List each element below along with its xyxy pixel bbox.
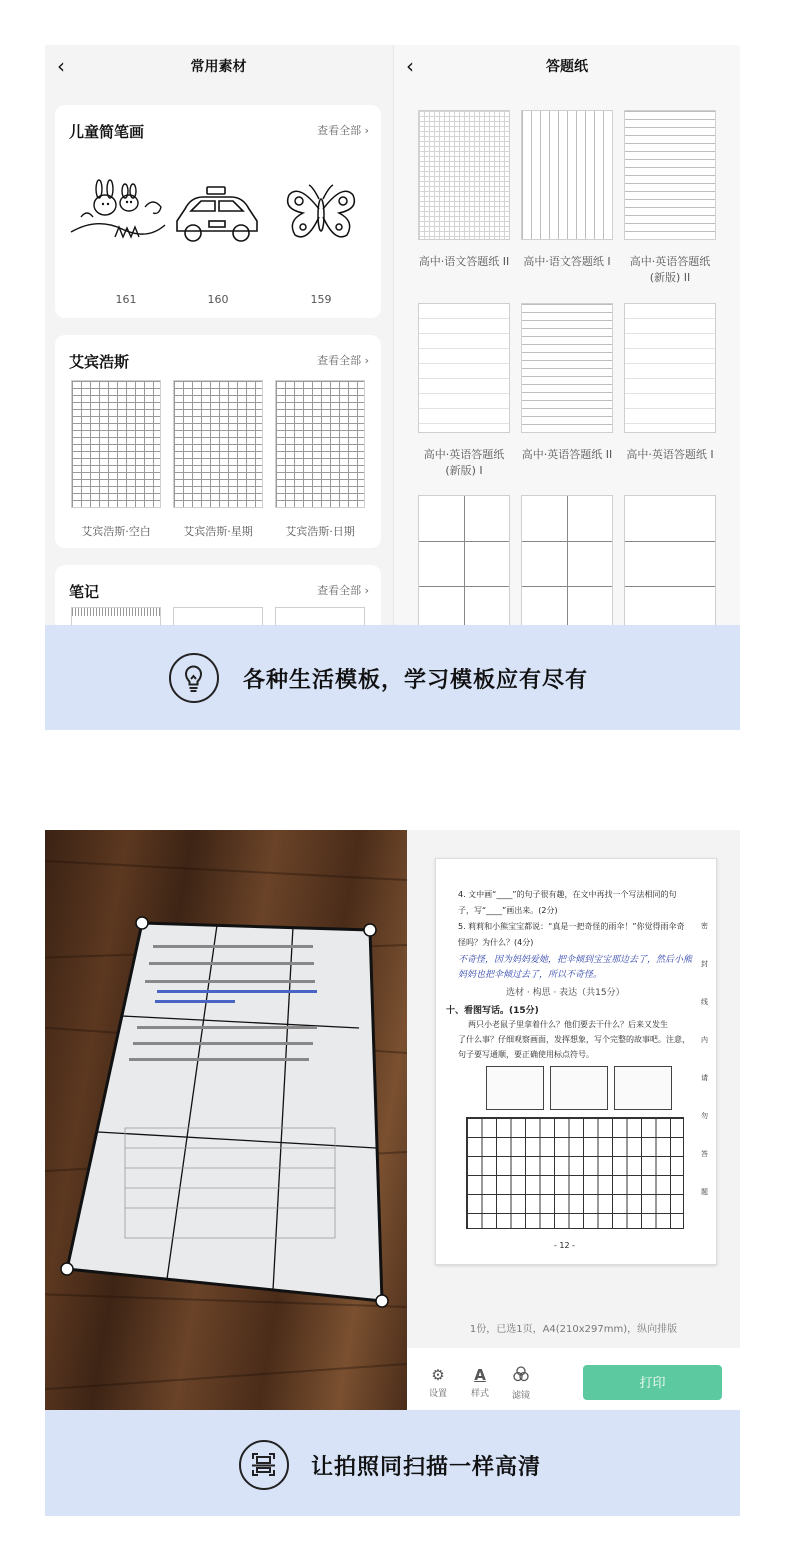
text-style-icon: A	[474, 1366, 486, 1384]
notes-thumb[interactable]	[173, 607, 263, 625]
camera-photo	[45, 830, 407, 1410]
answer-sheet-thumb[interactable]	[418, 495, 510, 625]
crop-handle	[61, 1263, 73, 1275]
gear-icon: ⚙	[431, 1366, 445, 1384]
margin-text: 答	[701, 1150, 708, 1158]
margin-text: 密	[701, 922, 708, 930]
margin-text: 线	[701, 998, 708, 1006]
handwritten-answer: 妈妈也把伞倾过去了，所以不奇怪。	[458, 970, 603, 980]
tool-label: 滤镜	[511, 1391, 530, 1401]
page-title: 常用素材	[190, 59, 247, 75]
style-button[interactable]	[465, 1366, 495, 1399]
answer-sheet-thumb[interactable]	[624, 495, 716, 625]
card-ebbinghaus	[55, 335, 381, 548]
card-title: 儿童简笔画	[69, 123, 145, 141]
feature-banner	[45, 1410, 740, 1516]
answer-sheet-thumb[interactable]	[521, 110, 613, 240]
item-caption: 高中·英语答题纸 I	[626, 448, 714, 461]
tool-label: 设置	[428, 1389, 447, 1399]
taxi-drawing-icon[interactable]	[171, 183, 263, 245]
tool-label: 样式	[470, 1389, 489, 1399]
feature-banner	[45, 625, 740, 730]
answer-sheet-thumb[interactable]	[624, 110, 716, 240]
comic-panel	[550, 1066, 608, 1110]
rabbit-drawing-icon[interactable]	[67, 177, 167, 249]
print-preview-screen	[407, 830, 740, 1410]
comic-panel	[614, 1066, 672, 1110]
item-caption: 艾宾浩斯·日期	[285, 525, 355, 538]
filter-button[interactable]	[506, 1366, 536, 1401]
settings-button[interactable]	[423, 1366, 453, 1399]
answer-sheet-thumb[interactable]	[521, 495, 613, 625]
handwritten-answer: 不奇怪，因为妈妈爱她，把伞倾到宝宝那边去了，然后小熊	[458, 955, 693, 965]
margin-text: 封	[701, 960, 708, 968]
answer-sheet-screen	[393, 45, 740, 625]
item-caption: 160	[207, 293, 229, 306]
butterfly-drawing-icon[interactable]	[283, 179, 359, 247]
card-title: 艾宾浩斯	[69, 353, 130, 371]
lightbulb-icon	[169, 653, 219, 703]
section-heading: 选材 · 构思 · 表达（共15分）	[506, 988, 625, 998]
a4-page	[435, 858, 717, 1265]
question-title: 十、看图写话。(15分)	[446, 1006, 539, 1016]
answer-sheet-thumb[interactable]	[418, 303, 510, 433]
print-button[interactable]: 打印	[583, 1365, 722, 1400]
view-all-link[interactable]: 查看全部 ›	[317, 584, 369, 597]
answer-sheet-thumb[interactable]	[418, 110, 510, 240]
ebbinghaus-date-thumb[interactable]	[275, 380, 365, 508]
item-caption: 高中·英语答题纸 II	[521, 448, 613, 461]
scan-section	[45, 830, 740, 1516]
item-caption: 159	[310, 293, 332, 306]
crop-handle	[364, 924, 376, 936]
item-caption: 高中·英语答题纸 (新版) II	[629, 255, 711, 284]
screens-row	[45, 45, 740, 625]
chevron-left-icon[interactable]: ‹	[57, 54, 65, 78]
card-kids-drawing	[55, 105, 381, 318]
nav-bar	[394, 45, 740, 85]
margin-text: 请	[701, 1074, 708, 1082]
print-info: 1份，已选1页，A4(210x297mm)，纵向排版	[469, 1324, 678, 1335]
scan-document-icon	[239, 1440, 289, 1490]
banner-text: 各种生活模板，学习模板应有尽有	[243, 668, 589, 693]
notes-thumb[interactable]	[71, 607, 161, 625]
filter-icon	[506, 1366, 536, 1386]
common-materials-screen	[45, 45, 392, 625]
margin-text: 勿	[701, 1112, 708, 1120]
crop-handle	[136, 917, 148, 929]
item-caption: 高中·语文答题纸 I	[523, 255, 611, 268]
margin-text: 题	[701, 1188, 708, 1196]
crop-handle	[376, 1295, 388, 1307]
question-text: 4. 文中画“____”的句子很有趣，在文中再找一个写法相同的句	[458, 890, 677, 899]
question-text: 句子要写通顺，要正确使用标点符号。	[458, 1050, 594, 1059]
view-all-link[interactable]: 查看全部 ›	[317, 354, 369, 367]
item-caption: 艾宾浩斯·星期	[183, 525, 253, 538]
item-caption: 艾宾浩斯·空白	[81, 525, 151, 538]
item-caption: 高中·英语答题纸 (新版) I	[423, 448, 505, 477]
ebbinghaus-blank-thumb[interactable]	[71, 380, 161, 508]
question-text: 了什么事？仔细观察画面，发挥想象，写个完整的故事吧。注意，	[458, 1035, 690, 1044]
notes-thumb[interactable]	[275, 607, 365, 625]
ebbinghaus-week-thumb[interactable]	[173, 380, 263, 508]
crop-frame[interactable]	[45, 830, 407, 1410]
bottom-toolbar	[407, 1348, 740, 1410]
item-caption: 161	[115, 293, 137, 306]
answer-sheet-thumb[interactable]	[521, 303, 613, 433]
page-title: 答题纸	[546, 59, 588, 75]
banner-text: 让拍照同扫描一样高清	[311, 1455, 542, 1480]
nav-bar	[45, 45, 392, 85]
card-title: 笔记	[69, 583, 100, 601]
chevron-left-icon[interactable]: ‹	[406, 54, 414, 78]
comic-panel	[486, 1066, 544, 1110]
templates-section	[45, 45, 740, 730]
composition-grid	[466, 1117, 684, 1229]
answer-sheet-thumb[interactable]	[624, 303, 716, 433]
view-all-link[interactable]: 查看全部 ›	[317, 124, 369, 137]
card-notes	[55, 565, 381, 625]
question-text: 子，写“____”画出来。(2分)	[458, 906, 558, 915]
margin-text: 内	[701, 1036, 708, 1044]
page-number: - 12 -	[554, 1241, 576, 1250]
question-text: 两只小老鼠子里拿着什么？他们要去干什么？后来又发生	[468, 1020, 668, 1029]
question-text: 怪吗？为什么？(4分)	[458, 938, 534, 947]
question-text: 5. 莉莉和小熊宝宝都说：“真是一把奇怪的雨伞！”你觉得雨伞奇	[458, 922, 685, 931]
item-caption: 高中·语文答题纸 II	[418, 255, 510, 268]
